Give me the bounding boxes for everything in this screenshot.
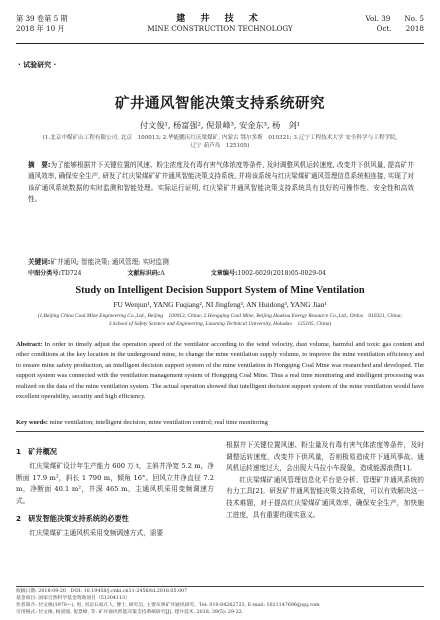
footnote-line: 基金项目: 国家自然科学基金资助项目（51304113） — [16, 595, 130, 601]
footnote-line: 作者简介: 付文俊(1970—), 男, 河北石家庄人, 博士, 研究员, 主要从事矿井通风研究。Tel: 010-84262723, E-mail: 1021147696@qq.com — [16, 602, 320, 608]
document-code: 文献标识码:A — [127, 270, 165, 277]
keywords-cn-text: 矿井通风; 智能决策; 通风管理; 实时监测 — [50, 258, 169, 266]
page-title: 矿井通风智能决策支持系统研究 — [115, 96, 325, 112]
affiliations-en: (1.Beijing China Coal Mine Engineering Co.,Ltd., Beijing 100013, China; 2.Hongqing Coal Mine, Beijing Huakou Energy Resource Co.,Ltd., Ordos 010321, China; 3.School of Safety Science and Engineering, Liaoning Technical University, Huludao 125105, China) — [37, 313, 403, 328]
abstract-en-text: In order to timely adjust the operation speed of the ventilator according to the wind velocity, dust volume, harmful and toxic gas content and other conditions at the key location in the underground mine, to change the mine ventilation supply volume, to improve the mine ventilation efficiency and to ensure mine safety production, an intelligent decision support system of the mine ventilation in Hongqing Coal Mine was researched and developed. The support system was connected with the ventilation management system of Hongqing Coal Mine. Thus a real time monitoring and intelligent processing was realized on the data of the mine ventilation system. The actual operation showed that intelligent decision support system of the mine ventilation would have excellent operability, security and high efficiency. — [16, 341, 424, 401]
running-header — [16, 14, 424, 44]
paragraph: 红庆梁煤矿通风管理信息化平台是分析、管理矿井通风系统的有力工具[2]。研发矿井通风智能决策支持系统，可以有效解决这一技术难题，对于提高红庆梁煤矿通风效率，确保安全生产，加快施工进度，具有重要的现实意义。 — [226, 475, 424, 519]
body-column-right — [226, 440, 424, 521]
affiliations-cn: (1.北京中煤矿山工程有限公司, 北京 100013; 2.华能鹏庆红庆梁煤矿, 内蒙古 鄂尔多斯 010321; 3.辽宁工程技术大学 安全科学与工程学院, 辽宁 葫芦岛 125105) — [42, 135, 398, 150]
abstract-cn-label: 摘 要: — [28, 161, 51, 169]
footnote-line: 收稿日期: 2018-09-20 DOI: 10.19458/j.cnki.cn11-2456/td.2018.05.007 — [16, 589, 188, 594]
abstract-cn-text: 为了能够根据井下关键位置的风速、粉尘浓度及有毒有害气体浓度等条件, 及时调整风机运转速度, 改变井下供风量, 提高矿井通风效率, 确保安全生产, 研发了红庆梁煤矿矿井通风智能决策支持系统, 并将该系统与红庆梁煤矿通风管理信息系统相连接, 实现了对该矿通风系统数据的实时监测和智能处理。实际运行证明, 红庆梁矿井通风智能决策支持系统具有良好的可操作性、安全性和高效性。 — [28, 161, 415, 203]
paragraph: 根据井下关键位置风速、粉尘量及有毒有害气体浓度等条件，及时调整运转速度，改变井下供风量，否则极易造成井下通风事故。通风机运转速度过大，会出现大马拉小车现象，造成能源浪费[1]。 — [226, 441, 424, 473]
section-heading-2: 2 研发智能决策支持系统的必要性 — [16, 514, 129, 524]
paragraph: 红庆梁煤矿主通风机采用变频调速方式，需要 — [29, 529, 164, 538]
keywords-en-text: mine ventilation; intelligent decision; mine ventilation control; real time monitoring — [49, 419, 268, 426]
abstract-en — [16, 340, 424, 402]
section-tag: · 试验研究 · — [18, 61, 57, 69]
header-vol: Vol. 39 — [365, 14, 391, 23]
classification-row — [28, 269, 414, 278]
header-year: 2018 — [405, 24, 424, 33]
keywords-cn-label: 关键词: — [28, 258, 51, 266]
header-month: Oct. — [376, 24, 392, 33]
journal-name-en: MINE CONSTRUCTION TECHNOLOGY — [147, 24, 293, 33]
footnote-line: 引用格式: 付文俊, 杨富强, 倪景峰, 等. 矿井通风智能决策支持系统研究[J]. 建井技术, 2018, 39(5): 29-32. — [16, 609, 244, 615]
article-id: 文章编号:1002-6029(2018)05-0029-04 — [210, 270, 326, 277]
journal-name-cn: 建 井 技 术 — [176, 14, 264, 24]
paragraph: 红庆梁煤矿设计年生产能力 600 万 t，主斜井净宽 5.2 m，净断面 17.9 m²，斜长 1 790 m，倾角 16°。回风立井净直径 7.2 m，净断面 40.1 m²，井深 465 m，主通风机采用变频调速方式。 — [16, 462, 214, 505]
header-rule — [16, 43, 424, 44]
header-right — [351, 14, 424, 34]
authors-en: FU Wenjun¹, YANG Fuqiang², NI Jingfeng³, AN Huidong³, YANG Jian¹ — [113, 300, 327, 309]
section-heading-1: 1 矿井概况 — [16, 447, 57, 456]
header-no: No. 5 — [404, 14, 424, 23]
divider — [16, 431, 424, 432]
footnote — [16, 586, 424, 617]
abstract-en-label: Abstract: — [16, 341, 43, 348]
title-en: Study on Intelligent Decision Support System of Mine Ventilation — [75, 285, 365, 296]
body-column-left — [16, 440, 214, 540]
authors-cn: 付文俊¹, 杨富强², 倪景峰³, 安金东³, 杨 剑¹ — [139, 120, 301, 130]
keywords-en — [16, 418, 424, 428]
keywords-cn — [28, 257, 414, 267]
header-volume-cn: 第 39 卷第 5 期 — [16, 14, 68, 23]
keywords-en-label: Key words: — [16, 419, 48, 426]
abstract-cn — [28, 160, 414, 205]
header-date-cn: 2018 年 10 月 — [16, 24, 65, 33]
clc-number: 中图分类号:TD724 — [28, 270, 82, 277]
